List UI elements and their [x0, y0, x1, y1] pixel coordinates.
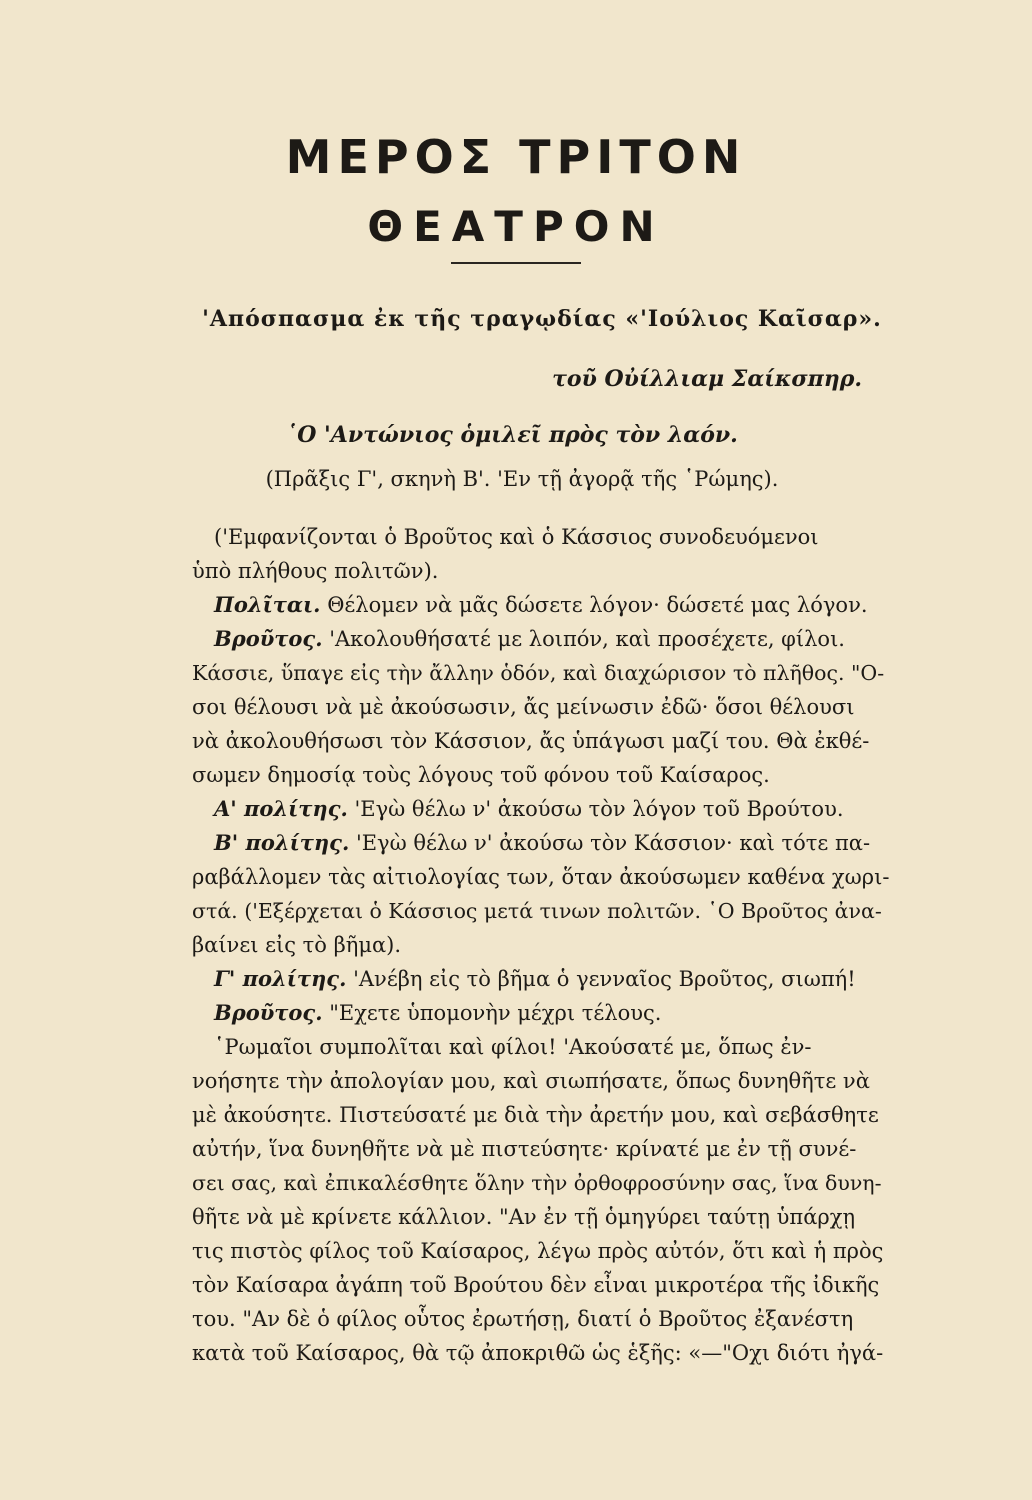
text-line: θῆτε νὰ μὲ κρίνετε κάλλιον. "Αν ἐν τῇ ὁμηγύρει ταύτῃ ὑπάρχῃ: [192, 1205, 856, 1229]
text-line: σει σας, καὶ ἐπικαλέσθητε ὅλην τὴν ὀρθοφροσύνην σας, ἵνα δυνη-: [192, 1171, 882, 1195]
speaker-name: Α' πολίτης.: [214, 796, 348, 821]
dialogue-line: [192, 964, 914, 994]
section-title: ΘΕΑΤΡΟΝ: [367, 202, 665, 251]
speech-text: 'Ανέβη εἰς τὸ βῆμα ὁ γενναῖος Βροῦτος, σιωπή!: [353, 967, 856, 991]
speech-text: "Εχετε ὑπομονὴν μέχρι τέλους.: [329, 1001, 662, 1025]
text-line: κατὰ τοῦ Καίσαρος, θὰ τῷ ἀποκριθῶ ὡς ἑξῆς: «—"Οχι διότι ἠγά-: [192, 1341, 884, 1365]
dialogue-line: [192, 624, 914, 654]
text-line: ὑπὸ πλήθους πολιτῶν).: [192, 559, 439, 583]
text-line: Κάσσιε, ὕπαγε εἰς τὴν ἄλλην ὁδόν, καὶ διαχώρισον τὸ πλῆθος. "Ο-: [192, 661, 885, 685]
text-line: σοι θέλουσι νὰ μὲ ἀκούσωσιν, ἄς μείνωσιν ἐδῶ· ὅσοι θέλουσι: [192, 695, 855, 719]
text-line: τὸν Καίσαρα ἀγάπη τοῦ Βρούτου δὲν εἶναι μικροτέρα τῆς ἰδικῆς: [192, 1273, 880, 1297]
text-line: αὐτήν, ἵνα δυνηθῆτε νὰ μὲ πιστεύσητε· κρίνατέ με ἐν τῇ συνέ-: [192, 1137, 857, 1161]
speech-text: Θέλομεν νὰ μᾶς δώσετε λόγον· δώσετέ μας λόγον.: [327, 593, 868, 617]
divider-rule: [451, 262, 581, 264]
dialogue-line: [192, 828, 914, 858]
dialogue-line: [192, 794, 914, 824]
text-line: ('Εμφανίζονται ὁ Βροῦτος καὶ ὁ Κάσσιος συνοδευόμενοι: [214, 525, 819, 549]
part-title: ΜΕΡΟΣ ΤΡΙΤΟΝ: [285, 130, 747, 184]
author-line: τοῦ Οὐίλλιαμ Σαίκσπηρ.: [552, 366, 862, 392]
act-scene: (Πρᾶξις Γ', σκηνὴ Β'. 'Εν τῇ ἀγορᾷ τῆς ῾Ρώμης).: [265, 467, 779, 491]
text-line: του. "Αν δὲ ὁ φίλος οὗτος ἐρωτήσῃ, διατί ὁ Βροῦτος ἐξανέστη: [192, 1307, 854, 1331]
text-line: σωμεν δημοσίᾳ τοὺς λόγους τοῦ φόνου τοῦ Καίσαρος.: [192, 763, 770, 787]
text-line: νοήσητε τὴν ἀπολογίαν μου, καὶ σιωπήσατε, ὅπως δυνηθῆτε νὰ: [192, 1069, 870, 1093]
speaker-name: Γ' πολίτης.: [214, 966, 347, 991]
text-line: βαίνει εἰς τὸ βῆμα).: [192, 933, 402, 957]
text-line: στά. ('Εξέρχεται ὁ Κάσσιος μετά τινων πολιτῶν. ῾Ο Βροῦτος ἀνα-: [192, 899, 882, 923]
text-line: μὲ ἀκούσητε. Πιστεύσατέ με διὰ τὴν ἀρετήν μου, καὶ σεβάσθητε: [192, 1103, 879, 1127]
scene-title: ῾Ο 'Αντώνιος ὁμιλεῖ πρὸς τὸν λαόν.: [286, 422, 738, 448]
text-line: τις πιστὸς φίλος τοῦ Καίσαρος, λέγω πρὸς αὐτόν, ὅτι καὶ ἡ πρὸς: [192, 1239, 884, 1263]
speaker-name: Β' πολίτης.: [214, 830, 350, 855]
speech-text: 'Εγὼ θέλω ν' ἀκούσω τὸν Κάσσιον· καὶ τότε πα-: [355, 831, 871, 855]
speech-text: 'Εγὼ θέλω ν' ἀκούσω τὸν λόγον τοῦ Βρούτου.: [354, 797, 844, 821]
speaker-name: Πολῖται.: [214, 592, 321, 617]
excerpt-heading: 'Απόσπασμα ἐκ τῆς τραγῳδίας «'Ιούλιος Καῖσαρ».: [202, 306, 882, 332]
speech-text: 'Ακολουθήσατέ με λοιπόν, καὶ προσέχετε, φίλοι.: [329, 627, 845, 651]
text-line: ραβάλλομεν τὰς αἰτιολογίας των, ὅταν ἀκούσωμεν καθένα χωρι-: [192, 865, 890, 889]
speaker-name: Βροῦτος.: [214, 1000, 323, 1025]
speaker-name: Βροῦτος.: [214, 626, 323, 651]
text-line: νὰ ἀκολουθήσωσι τὸν Κάσσιον, ἄς ὑπάγωσι μαζί του. Θὰ ἐκθέ-: [192, 729, 870, 753]
dialogue-line: [192, 590, 914, 620]
dialogue-line: [192, 998, 914, 1028]
text-line: ῾Ρωμαῖοι συμπολῖται καὶ φίλοι! 'Ακούσατέ με, ὅπως ἐν-: [214, 1035, 812, 1059]
